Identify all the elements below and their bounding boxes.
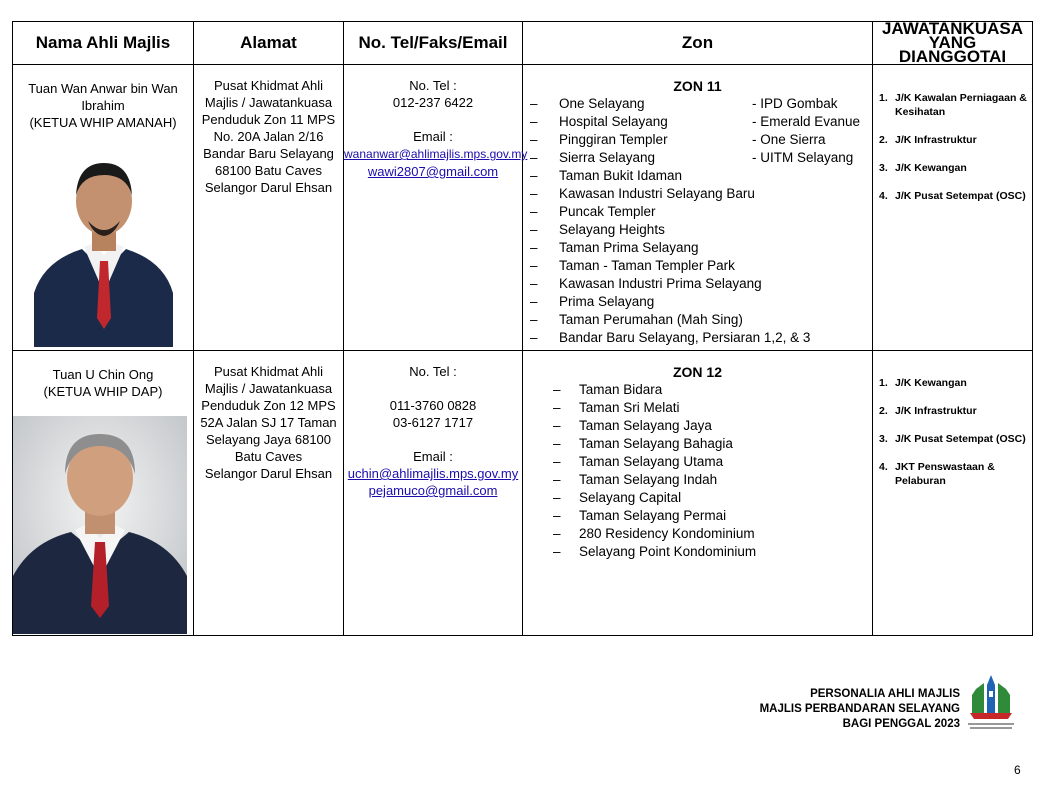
list-item: - UITM Selayang [752,150,854,165]
list-item: – Puncak Templer [530,204,656,219]
council-members-table [12,21,1033,636]
list-item: 1. J/K Kawalan Perniagaan & Kesihatan [879,92,1027,118]
member-name: Tuan U Chin Ong [52,367,154,382]
header-committee-line2: DIANGGOTAI [898,47,1007,66]
contact-block [344,65,528,180]
email-label: Email : [413,129,453,144]
phone-number: 03-6127 1717 [392,415,474,430]
address-line: 68100 Batu Caves [215,163,322,178]
list-item: 4. JKT Penswastaan & Pelaburan [879,461,995,487]
address-line: 52A Jalan SJ 17 Taman [200,415,337,430]
page-number: 6 [1014,763,1021,777]
member-role: (KETUA WHIP DAP) [43,384,163,399]
address-line: Penduduk Zon 11 MPS [201,112,336,127]
footer-line: BAGI PENGGAL 2023 [842,718,960,730]
phone-number: 011-3760 0828 [389,398,477,413]
list-item: – Taman Bidara [553,382,663,397]
list-item: – Taman Perumahan (Mah Sing) [530,312,743,327]
member-name-block [13,351,193,400]
list-item: – Selayang Heights [530,222,665,237]
header-row [13,22,1033,65]
list-item: 2. J/K Infrastruktur [879,405,977,417]
member-name-block [13,65,193,131]
list-item: – Hospital Selayang [530,114,668,129]
list-item: – Bandar Baru Selayang, Persiaran 1,2, & 3 [530,330,811,345]
table-row [13,65,1033,351]
contact-block [344,351,522,499]
member-cell [13,65,194,351]
list-item: – Taman Selayang Utama [553,454,724,469]
address-line: Bandar Baru Selayang [203,146,334,161]
email-label: Email : [413,449,453,464]
list-item: – Sierra Selayang [530,150,656,165]
address-line: Majlis / Jawatankuasa [204,95,333,110]
list-item: – Taman Selayang Permai [553,508,727,523]
table-row [13,351,1033,636]
list-item: – Taman Prima Selayang [530,240,699,255]
address-line: Majlis / Jawatankuasa [204,381,333,396]
committee-cell [873,351,1033,636]
address-cell [194,351,344,636]
footer-line: PERSONALIA AHLI MAJLIS [810,688,960,700]
member-name-cont: Ibrahim [81,98,125,113]
list-item: – Taman - Taman Templer Park [530,258,735,273]
address-cell [194,65,344,351]
mps-logo-icon [962,673,1020,733]
header-contact: No. Tel/Faks/Email [344,22,523,65]
zone-cell [523,65,873,351]
list-item: – Taman Selayang Indah [553,472,718,487]
header-committee [873,19,1033,66]
committee-cell [873,65,1033,351]
address-line: Selayang Jaya 68100 [205,432,332,447]
member-name: Tuan Wan Anwar bin Wan [28,81,178,96]
list-item: – Selayang Capital [553,490,682,505]
list-item: - One Sierra [752,132,826,147]
list-item: 4. J/K Pusat Setempat (OSC) [879,190,1026,202]
contact-cell [344,351,523,636]
list-item: – Kawasan Industri Prima Selayang [530,276,762,291]
address-line: Penduduk Zon 12 MPS [201,398,336,413]
member-cell [13,351,194,636]
contact-cell [344,65,528,351]
address-block [194,351,343,482]
list-item: – Taman Selayang Bahagia [553,436,733,451]
address-line: Selangor Darul Ehsan [204,180,333,195]
member-role: (KETUA WHIP AMANAH) [29,115,177,130]
list-item: – Taman Bukit Idaman [530,168,683,183]
footer-line: MAJLIS PERBANDARAN SELAYANG [759,703,960,715]
address-block [194,65,343,196]
address-line: Pusat Khidmat Ahli [213,78,324,93]
email-link[interactable]: wananwar@ahlimajlis.mps.gov.my [344,147,528,161]
address-line: Batu Caves [234,449,303,464]
list-item: 3. J/K Pusat Setempat (OSC) [879,433,1026,445]
committee-list [873,91,1032,203]
zone-extra-list [752,95,860,167]
header-committee-line1: JAWATANKUASA YANG [881,19,1024,52]
list-item: – One Selayang [530,96,645,111]
email-link[interactable]: pejamuco@gmail.com [368,483,498,498]
address-line: No. 20A Jalan 2/16 [213,129,324,144]
list-item: 2. J/K Infrastruktur [879,134,977,146]
email-link[interactable]: wawi2807@gmail.com [367,164,499,179]
tel-label: No. Tel : [409,364,457,379]
zone-title: ZON 11 [673,78,722,94]
member-photo [34,143,173,347]
zone-areas [523,95,872,347]
list-item: 3. J/K Kewangan [879,162,967,174]
list-item: – Kawasan Industri Selayang Baru [530,186,755,201]
zone-area-list [523,381,872,561]
list-item: – Taman Sri Melati [553,400,680,415]
phone-number: 012-237 6422 [392,95,474,110]
list-item: - IPD Gombak [752,96,838,111]
zone-cell [523,351,873,636]
list-item: – Selayang Point Kondominium [553,544,757,559]
list-item: 1. J/K Kewangan [879,377,967,389]
list-item: – Taman Selayang Jaya [553,418,712,433]
list-item: – Pinggiran Templer [530,132,668,147]
document-footer [760,687,960,732]
zone-title: ZON 12 [672,364,722,380]
list-item: – 280 Residency Kondominium [553,526,755,541]
list-item: - Emerald Evanue [752,114,861,129]
list-item: – Prima Selayang [530,294,655,309]
address-line: Pusat Khidmat Ahli [213,364,324,379]
header-zone: Zon [523,22,873,65]
member-photo [13,416,187,634]
email-link[interactable]: uchin@ahlimajlis.mps.gov.my [347,466,519,481]
committee-list [873,376,1032,488]
tel-label: No. Tel : [409,78,457,93]
address-line: Selangor Darul Ehsan [204,466,333,481]
header-address: Alamat [194,22,344,65]
header-name: Nama Ahli Majlis [13,22,194,65]
